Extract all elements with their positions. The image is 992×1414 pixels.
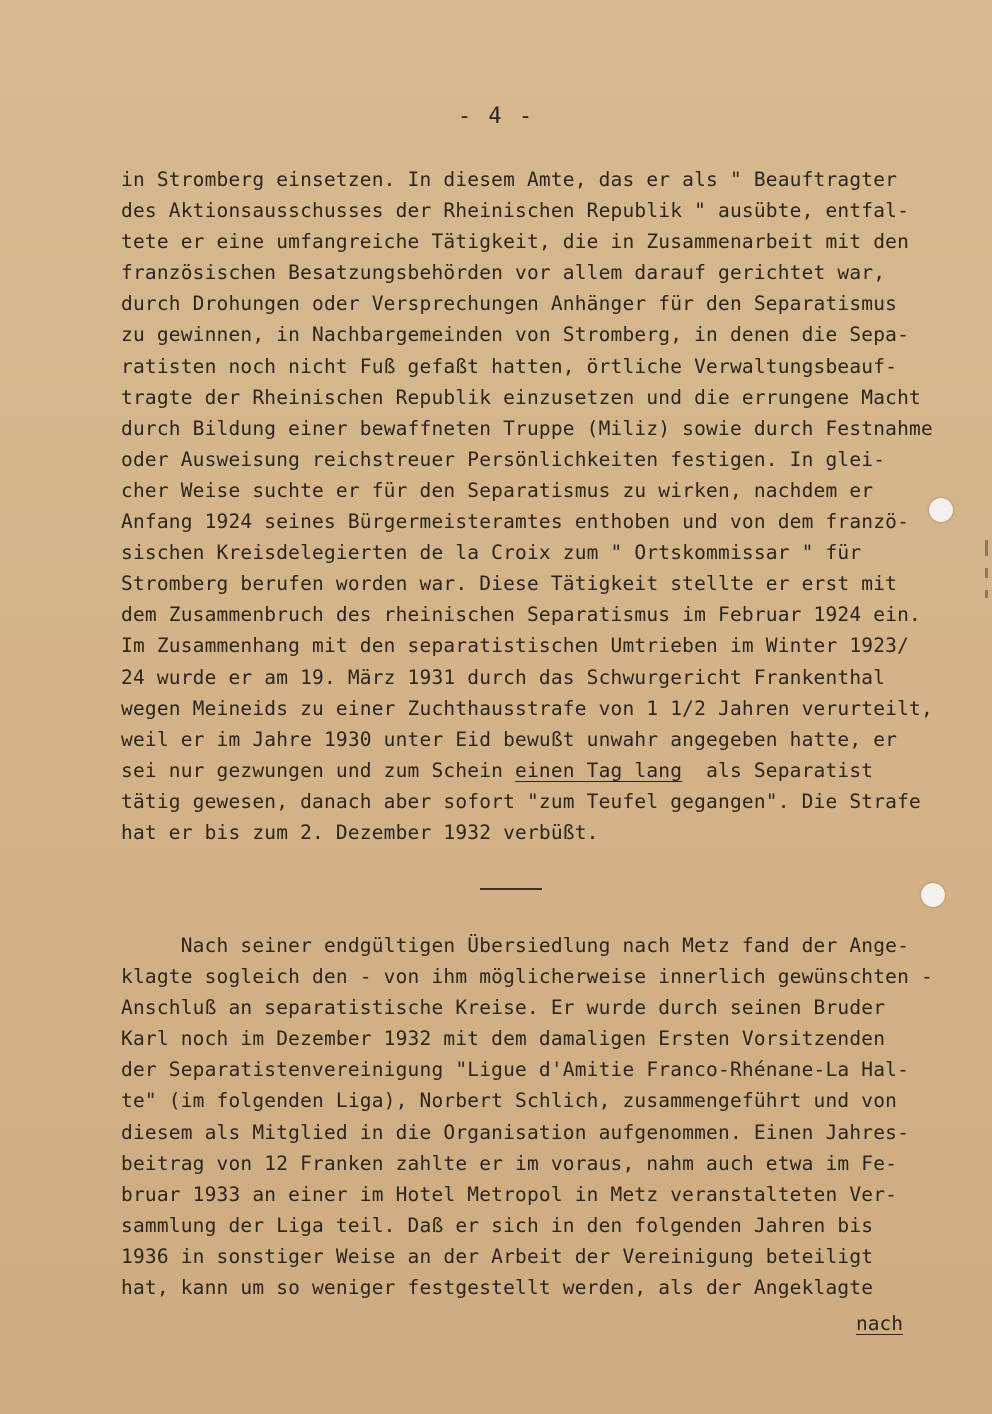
edge-mark [985,568,988,578]
text-line: sischen Kreisdelegierten de la Croix zum " Ortskommissar " für [121,541,862,565]
text-line: diesem als Mitglied in die Organisation aufgenommen. Einen Jahres- [121,1120,910,1144]
text-line: klagte sogleich den - von ihm möglicherweise innerlich gewünschten - [121,965,933,989]
text-line: ratisten noch nicht Fuß gefaßt hatten, örtliche Verwaltungsbeauf- [121,354,898,378]
text-line: des Aktionsausschusses der Rheinischen Republik " ausübte, entfal- [121,199,910,223]
text-line: weil er im Jahre 1930 unter Eid bewußt unwahr angegeben hatte, er [121,727,898,751]
text-line: der Separatistenvereinigung "Ligue d'Amitie Franco-Rhénane-La Hal- [121,1058,910,1082]
text-line: Karl noch im Dezember 1932 mit dem damaligen Ersten Vorsitzenden [121,1027,886,1051]
text-line: 24 wurde er am 19. März 1931 durch das Schwurgericht Frankenthal [121,665,886,689]
text-line-with-underline [121,755,933,786]
text-line: bruar 1933 an einer im Hotel Metropol in Metz veranstalteten Ver- [121,1182,898,1206]
punch-hole [929,498,953,522]
text-line: Anschluß an separatistische Kreise. Er wurde durch seinen Bruder [121,996,886,1020]
punch-hole [921,883,945,907]
text-line: tätig gewesen, danach aber sofort "zum Teufel gegangen". Die Strafe [121,789,921,813]
text-line: tragte der Rheinischen Republik einzusetzen und die errungene Macht [121,385,921,409]
text-line: hat er bis zum 2. Dezember 1932 verbüßt. [121,820,599,844]
paragraph-1 [121,164,933,848]
text-line: Anfang 1924 seines Bürgermeisteramtes enthoben und von dem franzö- [121,510,910,534]
section-separator [480,888,542,890]
text-line-start: sei nur gezwungen und zum Schein [121,758,516,782]
text-line-end: als Separatist [682,758,874,782]
text-line: dem Zusammenbruch des rheinischen Separatismus im Februar 1924 ein. [121,603,921,627]
text-line: beitrag von 12 Franken zahlte er im voraus, nahm auch etwa im Fe- [121,1151,898,1175]
text-line: durch Bildung einer bewaffneten Truppe (Miliz) sowie durch Festnahme [121,416,933,440]
underlined-phrase: einen Tag lang [515,758,683,782]
text-line: te" (im folgenden Liga), Norbert Schlich, zusammengeführt und von [121,1089,898,1113]
text-line: Im Zusammenhang mit den separatistischen Umtrieben im Winter 1923/ [121,634,910,658]
text-line: Stromberg berufen worden war. Diese Tätigkeit stellte er erst mit [121,572,898,596]
text-line: hat, kann um so weniger festgestellt werden, als der Angeklagte [121,1276,874,1300]
page-number: - 4 - [457,104,535,129]
text-line: tete er eine umfangreiche Tätigkeit, die in Zusammenarbeit mit den [121,230,910,254]
text-line: Nach seiner endgültigen Übersiedlung nach Metz fand der Ange- [121,934,910,957]
text-line: zu gewinnen, in Nachbargemeinden von Stromberg, in denen die Sepa- [121,323,910,347]
edge-mark [985,590,988,598]
text-line: französischen Besatzungsbehörden vor allem darauf gerichtet war, [121,261,886,285]
text-line: in Stromberg einsetzen. In diesem Amte, das er als " Beauftragter [121,168,898,191]
text-line: oder Ausweisung reichstreuer Persönlichkeiten festigen. In glei- [121,447,886,471]
text-line: durch Drohungen oder Versprechungen Anhänger für den Separatismus [121,292,898,316]
paragraph-2 [121,930,933,1303]
text-line: cher Weise suchte er für den Separatismus zu wirken, nachdem er [121,478,874,502]
text-line: 1936 in sonstiger Weise an der Arbeit der Vereinigung beteiligt [121,1244,874,1268]
catchword: nach [856,1312,903,1335]
edge-mark [985,540,988,556]
text-line: wegen Meineids zu einer Zuchthausstrafe von 1 1/2 Jahren verurteilt, [121,696,933,720]
text-line: sammlung der Liga teil. Daß er sich in den folgenden Jahren bis [121,1213,874,1237]
